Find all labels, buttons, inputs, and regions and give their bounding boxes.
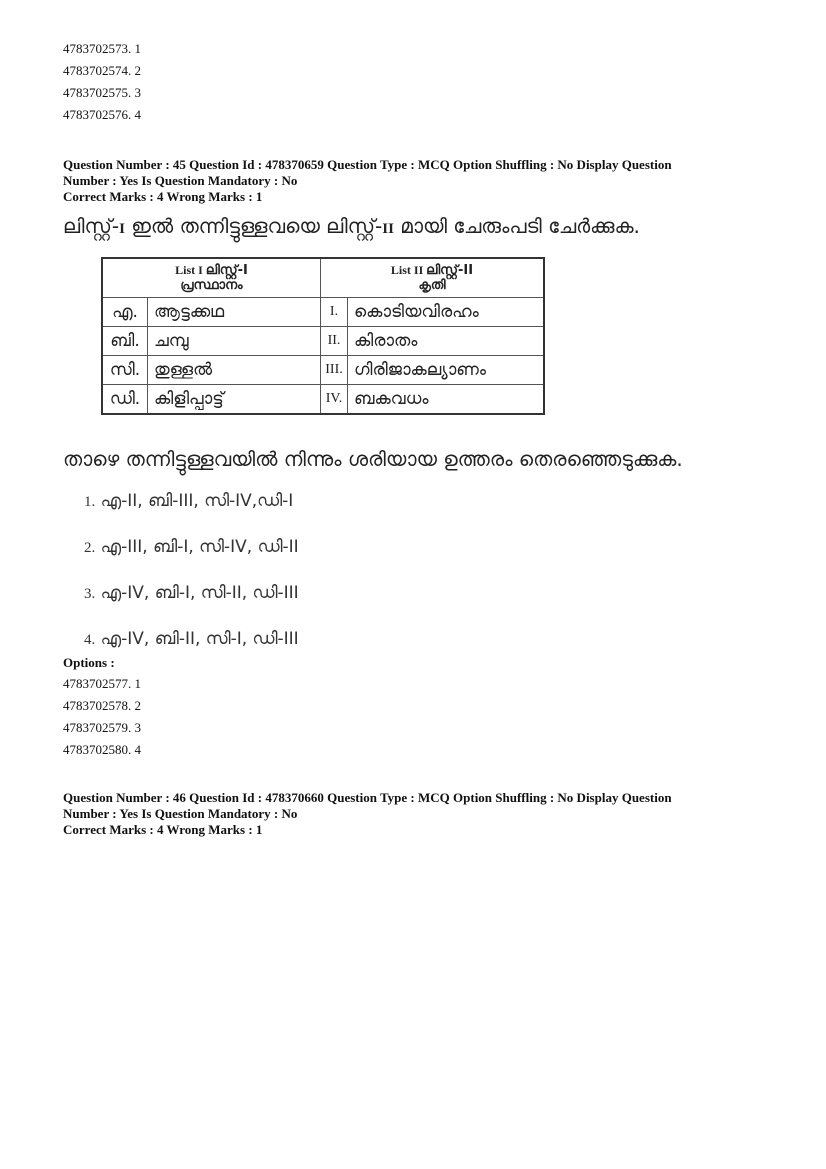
row-match: ഗിരിജാകല്യാണം — [348, 356, 545, 385]
row-label: ഡി. — [102, 385, 148, 415]
table-row — [102, 327, 544, 356]
row-item: ചമ്പു — [148, 327, 321, 356]
question-header — [63, 790, 763, 838]
answer-number: 2. — [84, 540, 96, 556]
row-number: IV. — [321, 385, 348, 415]
table-row — [102, 385, 544, 415]
question-header — [63, 157, 763, 205]
list2-subheader: കൃതി — [418, 278, 446, 293]
row-item: ആട്ടക്കഥ — [148, 298, 321, 327]
answer-number: 4. — [84, 632, 96, 648]
question-header-line2: Number : Yes Is Question Mandatory : No — [63, 806, 298, 821]
question-header-line2: Number : Yes Is Question Mandatory : No — [63, 173, 298, 188]
list2-header — [321, 258, 545, 298]
list1-header-ml: ലിസ്റ്റ്-I — [205, 263, 248, 278]
row-match: കൊടിയവിരഹം — [348, 298, 545, 327]
row-item: കിളിപ്പാട്ട് — [148, 385, 321, 415]
question-header-line1: Question Number : 46 Question Id : 478370660 Question Type : MCQ Option Shuffling : No Display Question — [63, 790, 672, 805]
question-text — [63, 214, 640, 241]
row-match: കിരാതം — [348, 327, 545, 356]
row-number: I. — [321, 298, 348, 327]
list1-subheader: പ്രസ്ഥാനം — [180, 278, 243, 293]
table-row — [102, 356, 544, 385]
answer-number: 3. — [84, 586, 96, 602]
answer-number: 1. — [84, 494, 96, 510]
answer-text: എ-II, ബി-III, സി-IV,ഡി-I — [100, 491, 294, 511]
list2-header-en: List II — [390, 263, 424, 277]
option-line: 4783702573. 1 — [63, 41, 141, 56]
answer-choice — [84, 628, 299, 651]
question-text-part: ഇൽ തന്നിട്ടുള്ളവയെ ലിസ്റ്റ്- — [124, 214, 383, 238]
row-item: തുള്ളൽ — [148, 356, 321, 385]
option-line: 4783702580. 4 — [63, 742, 141, 757]
list1-header — [102, 258, 321, 298]
table-header-row — [102, 258, 544, 298]
row-label: സി. — [102, 356, 148, 385]
question-text-part: മായി ചേരുംപടി ചേർക്കുക. — [393, 214, 640, 238]
row-label: എ. — [102, 298, 148, 327]
row-number: III. — [321, 356, 348, 385]
row-match: ബകവധം — [348, 385, 545, 415]
question-text-part: ലിസ്റ്റ്- — [63, 214, 120, 238]
option-line: 4783702578. 2 — [63, 698, 141, 713]
answer-choice — [84, 582, 299, 605]
list1-header-en: List I — [175, 263, 203, 277]
answer-text: എ-III, ബി-I, സി-IV, ഡി-II — [100, 537, 299, 557]
question-instruction: താഴെ തന്നിട്ടുള്ളവയിൽ നിന്നും ശരിയായ ഉത്തരം തെരഞ്ഞെടുക്കുക. — [63, 447, 683, 471]
question-header-line1: Question Number : 45 Question Id : 478370659 Question Type : MCQ Option Shuffling : No Display Question — [63, 157, 672, 172]
question-text-roman: II — [382, 221, 394, 237]
option-line: 4783702576. 4 — [63, 107, 141, 122]
answer-text: എ-IV, ബി-I, സി-II, ഡി-III — [100, 583, 299, 603]
option-line: 4783702574. 2 — [63, 63, 141, 78]
option-line: 4783702579. 3 — [63, 720, 141, 735]
row-number: II. — [321, 327, 348, 356]
option-line: 4783702575. 3 — [63, 85, 141, 100]
answer-choice — [84, 536, 299, 559]
row-label: ബി. — [102, 327, 148, 356]
options-label: Options : — [63, 655, 115, 670]
list2-header-ml: ലിസ്റ്റ്-II — [426, 263, 474, 278]
answer-choice — [84, 490, 293, 513]
question-marks: Correct Marks : 4 Wrong Marks : 1 — [63, 189, 263, 204]
question-text-roman: I — [119, 221, 125, 237]
answer-text: എ-IV, ബി-II, സി-I, ഡി-III — [100, 629, 299, 649]
table-row — [102, 298, 544, 327]
option-line: 4783702577. 1 — [63, 676, 141, 691]
question-marks: Correct Marks : 4 Wrong Marks : 1 — [63, 822, 263, 837]
match-table — [101, 257, 545, 415]
